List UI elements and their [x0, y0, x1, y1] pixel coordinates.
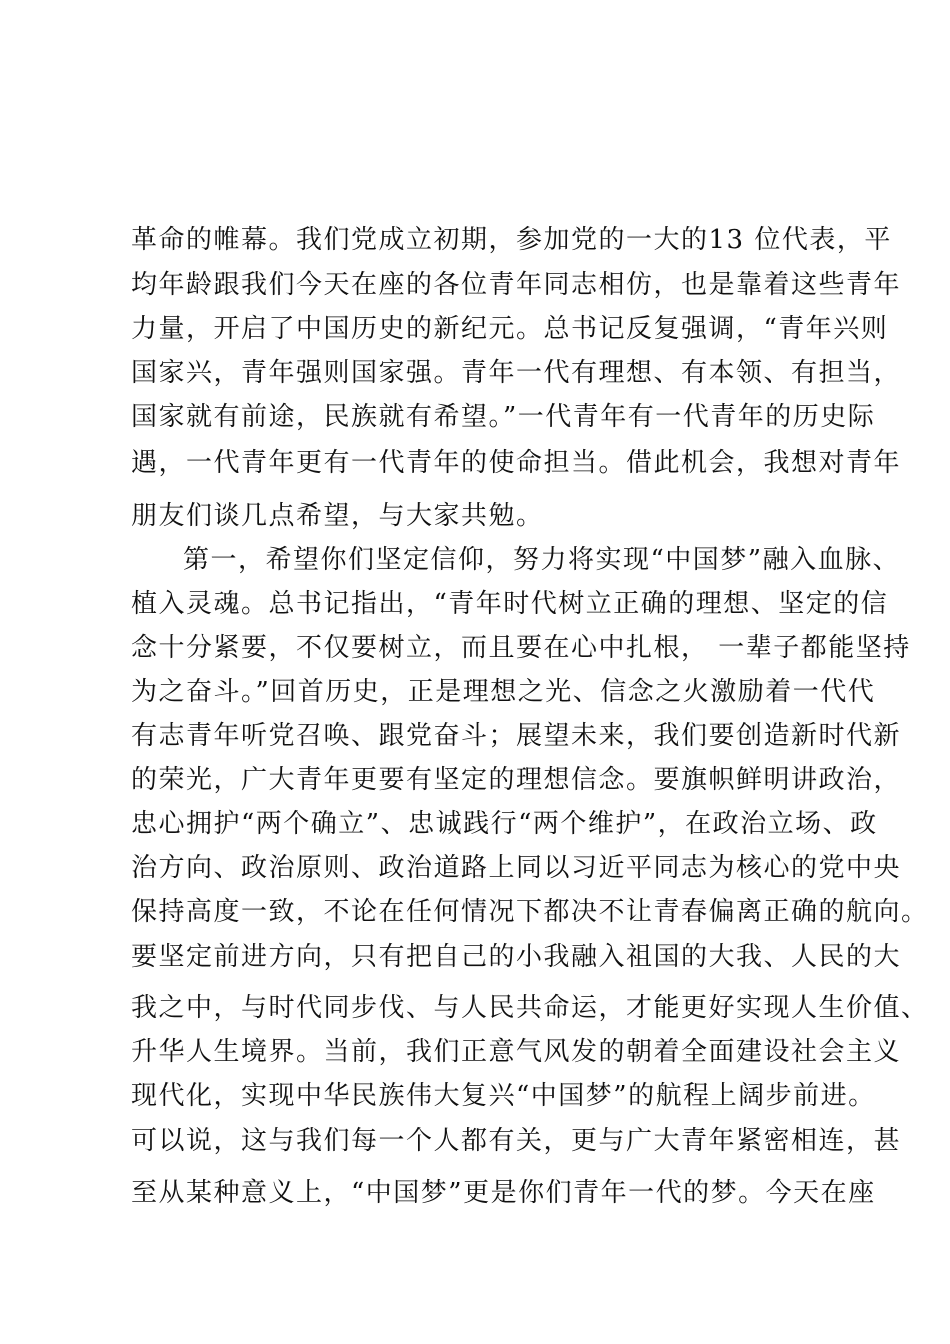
- text-line: 均年龄跟我们今天在座的各位青年同志相仿，也是靠着这些青年: [131, 270, 902, 300]
- text-line: 忠心拥护“两个确立”、忠诚践行“两个维护”，在政治立场、政: [131, 809, 878, 839]
- text-line: 可以说，这与我们每一个人都有关，更与广大青年紧密相连，甚: [131, 1126, 902, 1156]
- text-line: 力量，开启了中国历史的新纪元。总书记反复强调，“青年兴则: [131, 314, 889, 344]
- text-line: 革命的帷幕。我们党成立初期，参加党的一大的13 位代表，平: [131, 225, 892, 255]
- text-line: 国家就有前途，民族就有希望。”一代青年有一代青年的历史际: [131, 402, 876, 432]
- text-line: 治方向、政治原则、政治道路上同以习近平同志为核心的党中央: [131, 853, 902, 883]
- text-line: 我之中，与时代同步伐、与人民共命运，才能更好实现人生价值、: [131, 993, 929, 1023]
- text-line: 植入灵魂。总书记指出，“青年时代树立正确的理想、坚定的信: [131, 589, 889, 619]
- text-line: 的荣光，广大青年更要有坚定的理想信念。要旗帜鲜明讲政治，: [131, 765, 902, 795]
- text-line: 有志青年听党召唤、跟党奋斗；展望未来，我们要创造新时代新: [131, 721, 902, 751]
- text-line: 国家兴，青年强则国家强。青年一代有理想、有本领、有担当，: [131, 358, 902, 388]
- text-line: 朋友们谈几点希望，与大家共勉。: [131, 501, 544, 531]
- text-line: 为之奋斗。”回首历史，正是理想之光、信念之火激励着一代代: [131, 677, 876, 707]
- text-line: 保持高度一致，不论在任何情况下都决不让青春偏离正确的航向。: [131, 897, 929, 927]
- paragraph-first-line: 第一，希望你们坚定信仰，努力将实现“中国梦”融入血脉、: [183, 545, 901, 575]
- text-line: 升华人生境界。当前，我们正意气风发的朝着全面建设社会主义: [131, 1037, 902, 1067]
- text-line: 遇，一代青年更有一代青年的使命担当。借此机会，我想对青年: [131, 448, 902, 478]
- text-line: 现代化，实现中华民族伟大复兴“中国梦”的航程上阔步前进。: [131, 1081, 876, 1111]
- text-line: 念十分紧要，不仅要树立，而且要在心中扎根， 一辈子都能坚持: [131, 633, 911, 663]
- text-line: 要坚定前进方向，只有把自己的小我融入祖国的大我、人民的大: [131, 942, 902, 972]
- text-line: 至从某种意义上，“中国梦”更是你们青年一代的梦。今天在座: [131, 1178, 876, 1208]
